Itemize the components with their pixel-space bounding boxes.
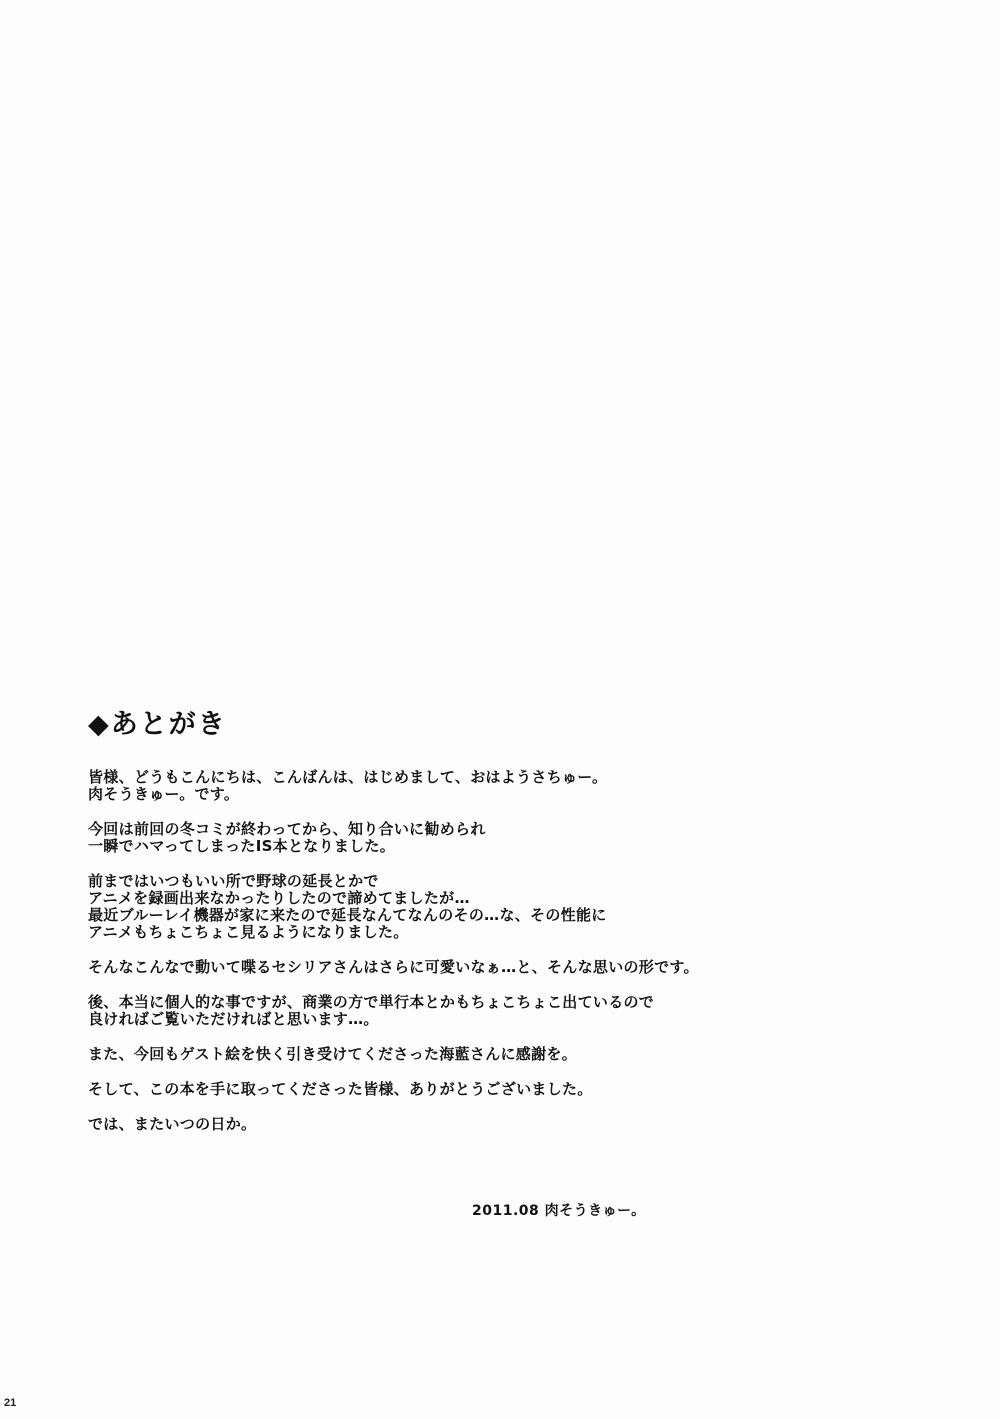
text-line: そして、この本を手に取ってくださった皆様、ありがとうございました。 [88, 1080, 593, 1098]
text-line: 今回は前回の冬コミが終わってから、知り合いに勧められ [88, 820, 486, 838]
paragraph-greeting [88, 769, 968, 803]
paragraph-farewell [88, 1116, 968, 1133]
afterword-body [88, 769, 968, 1151]
paragraph-intro [88, 821, 968, 855]
text-line: 最近ブルーレイ機器が家に来たので延長なんてなんのその…な、その性能に [88, 906, 607, 924]
text-line: 後、本当に個人的な事ですが、商業の方で単行本とかもちょこちょこ出ているので [88, 993, 655, 1011]
text-line: アニメもちょこちょこ見るようになりました。 [88, 923, 409, 941]
text-line: 良ければご覧いただければと思います…。 [88, 1010, 379, 1028]
text-line: 肉そうきゅー。です。 [88, 785, 240, 803]
paragraph-commercial [88, 994, 968, 1028]
text-line: そんなこんなで動いて喋るセシリアさんはさらに可愛いなぁ…と、そんな思いの形です。 [88, 958, 699, 976]
text-line: 一瞬でハマってしまったIS本となりました。 [88, 837, 396, 855]
afterword-heading: ◆あとがき [88, 709, 227, 740]
text-line: また、今回もゲスト絵を快く引き受けてくださった海藍さんに感謝を。 [88, 1045, 578, 1063]
text-line: 前まではいつもいい所で野球の延長とかで [88, 872, 379, 890]
paragraph-anime [88, 873, 968, 941]
page-number: 21 [4, 1397, 17, 1409]
paragraph-cecilia [88, 959, 968, 976]
text-line: アニメを録画出来なかったりしたので諦めてましたが… [88, 889, 470, 907]
text-line: 皆様、どうもこんにちは、こんばんは、はじめまして、おはようさちゅー。 [88, 768, 608, 786]
paragraph-guest-thanks [88, 1046, 968, 1063]
text-line: では、またいつの日か。 [88, 1115, 257, 1133]
paragraph-reader-thanks [88, 1081, 968, 1098]
signature: 2011.08 肉そうきゅー。 [472, 1203, 646, 1219]
